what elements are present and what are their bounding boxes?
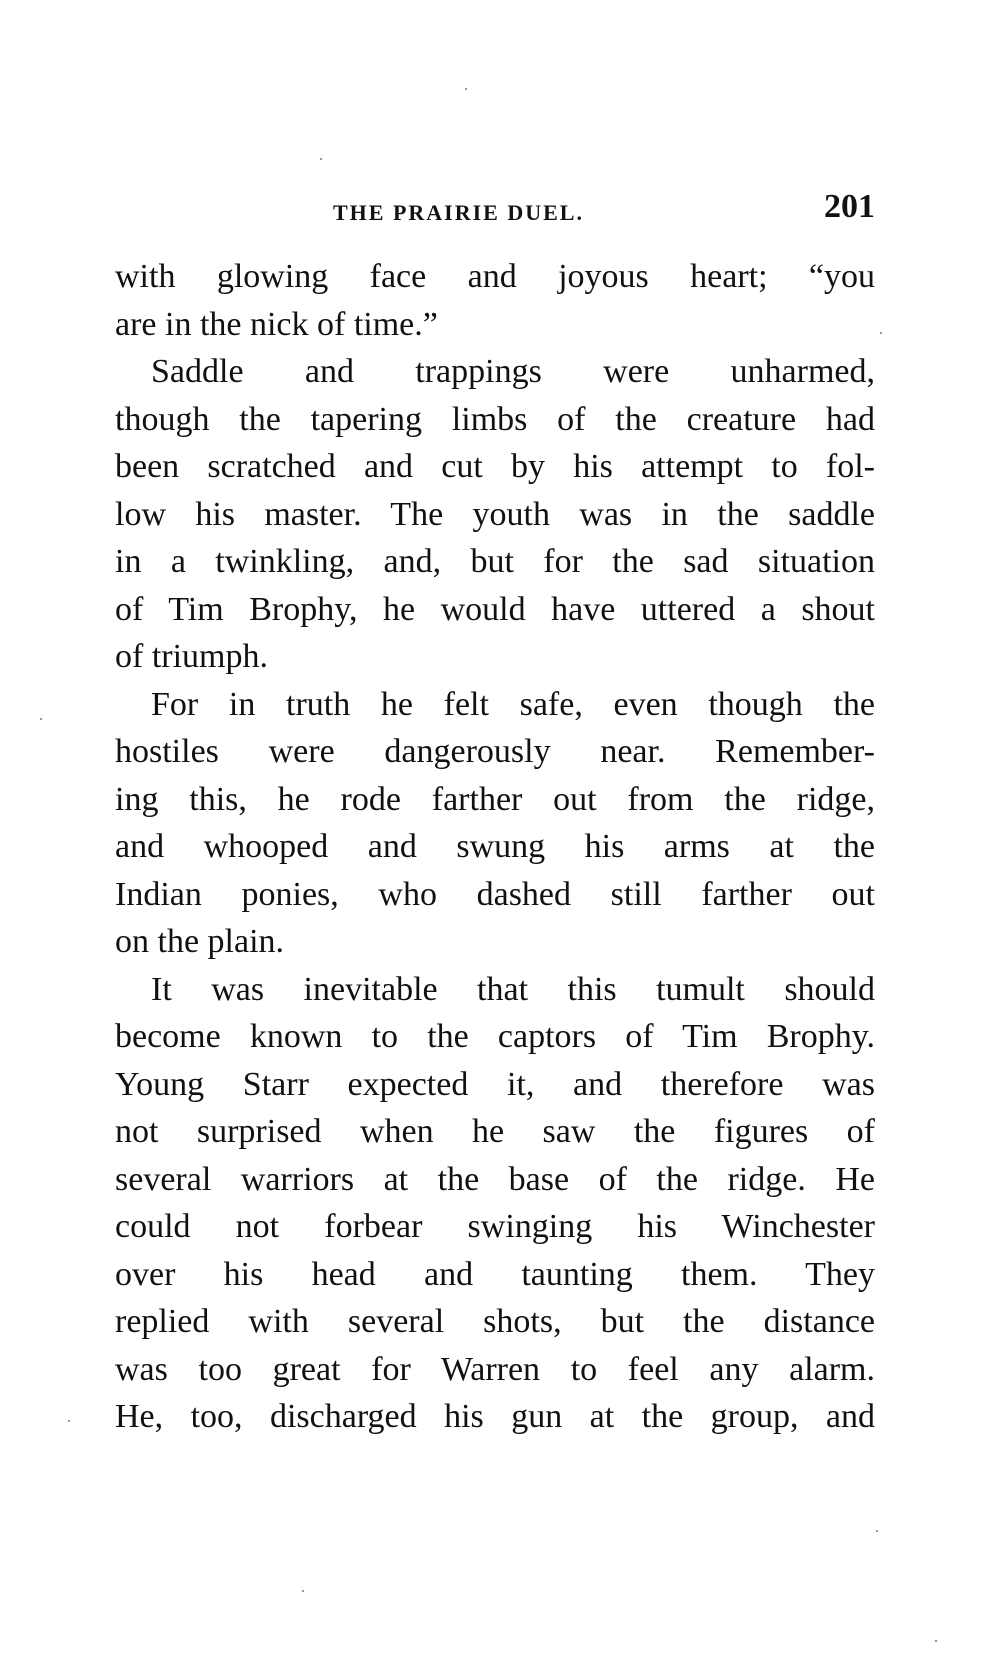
text-line: and whooped and swung his arms at the xyxy=(115,828,875,865)
running-header xyxy=(115,188,875,238)
text-line: with glowing face and joyous heart; “you xyxy=(115,258,875,295)
text-line: been scratched and cut by his attempt to fol- xyxy=(115,448,875,485)
text-line: of triumph. xyxy=(115,638,268,675)
text-line: become known to the captors of Tim Brophy. xyxy=(115,1018,875,1055)
scan-speck xyxy=(465,88,467,90)
text-line: hostiles were dangerously near. Remember- xyxy=(115,733,875,770)
scan-speck xyxy=(876,1530,878,1532)
text-line: over his head and taunting them. They xyxy=(115,1255,875,1293)
text-line: on the plain. xyxy=(115,923,285,960)
text-line: replied with several shots, but the distance xyxy=(115,1303,875,1340)
page-number: 201 xyxy=(824,188,875,225)
text-line: It was inevitable that this tumult should xyxy=(151,970,875,1008)
text-line: was too great for Warren to feel any alarm. xyxy=(115,1350,875,1388)
text-line: though the tapering limbs of the creature had xyxy=(115,400,875,438)
text-line: For in truth he felt safe, even though the xyxy=(151,685,875,723)
text-line: Indian ponies, who dashed still farther out xyxy=(115,875,875,913)
scan-speck xyxy=(40,718,42,720)
text-line: in a twinkling, and, but for the sad situation xyxy=(115,543,875,580)
text-line: could not forbear swinging his Winchester xyxy=(115,1208,875,1245)
scan-speck xyxy=(935,1640,937,1642)
scan-speck xyxy=(68,1420,70,1422)
text-line: Saddle and trappings were unharmed, xyxy=(151,353,875,390)
scan-speck xyxy=(880,332,882,334)
text-line: of Tim Brophy, he would have uttered a shout xyxy=(115,590,875,628)
text-line: are in the nick of time.” xyxy=(115,305,438,343)
text-line: He, too, discharged his gun at the group, and xyxy=(115,1398,875,1435)
text-line: Young Starr expected it, and therefore was xyxy=(115,1065,875,1103)
text-line: low his master. The youth was in the saddle xyxy=(115,495,875,533)
text-line: several warriors at the base of the ridge. He xyxy=(115,1160,875,1198)
text-line: ing this, he rode farther out from the ridge, xyxy=(115,780,875,818)
running-title: THE PRAIRIE DUEL. xyxy=(333,200,584,225)
text-line: not surprised when he saw the figures of xyxy=(115,1113,875,1150)
scan-speck xyxy=(302,1590,304,1592)
body-text xyxy=(115,253,875,1441)
scan-speck xyxy=(320,158,322,160)
